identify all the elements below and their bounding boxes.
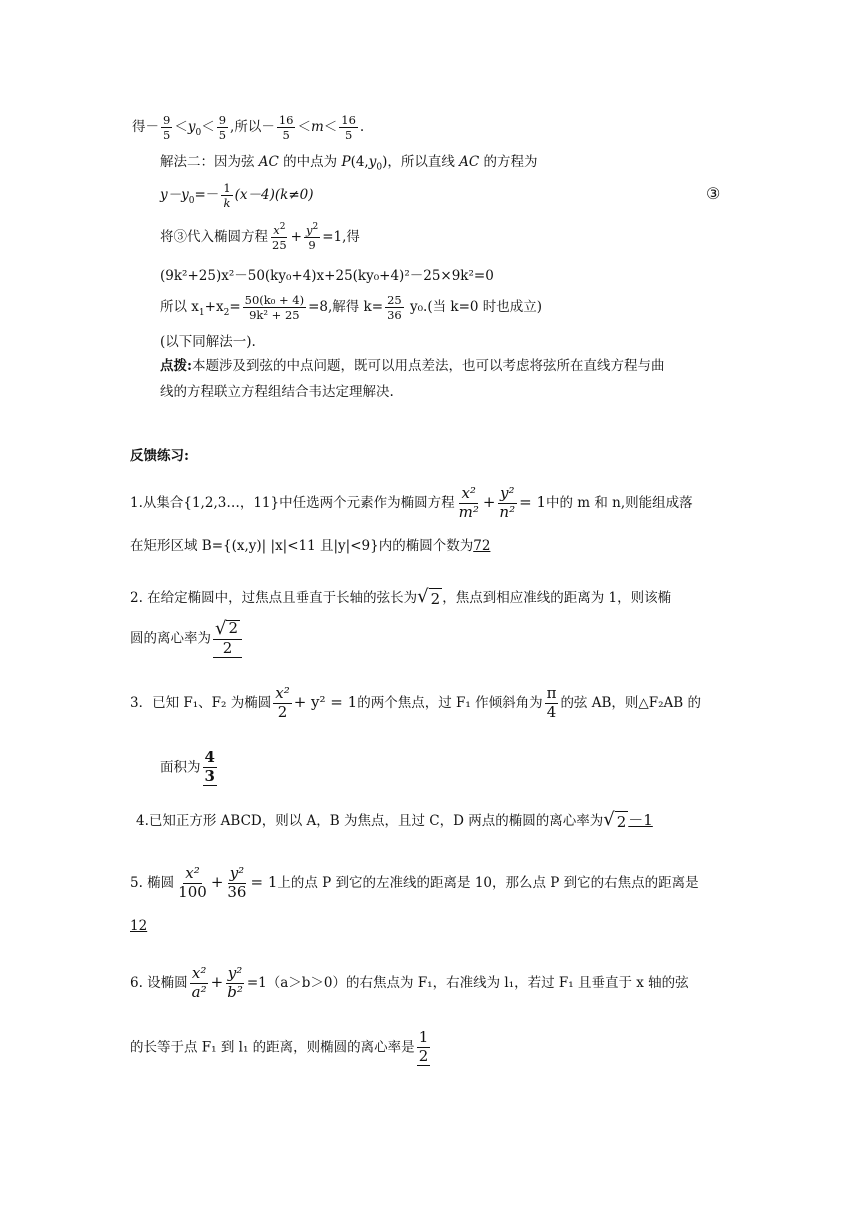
problem-5-line-2 (130, 916, 195, 936)
var: P (341, 154, 351, 170)
text: +x (204, 299, 224, 316)
den: 25 (272, 238, 287, 253)
solution-line-6 (160, 294, 542, 321)
num: 50(k₀ + 4) (244, 293, 305, 307)
text: =－ (194, 187, 220, 204)
text: 得－ (132, 119, 159, 136)
problem-3-line-2 (160, 750, 219, 786)
num: x² (461, 484, 476, 502)
text: ＜ (201, 119, 215, 136)
num: 16 (278, 113, 294, 127)
text: 圆的离心率为 (130, 630, 211, 647)
sub: 0 (376, 162, 383, 173)
radicand: 2 (430, 590, 441, 608)
text: )，所以直线 (382, 154, 460, 170)
problem-6-line-2 (130, 1030, 432, 1066)
den: 5 (282, 128, 290, 143)
fraction-sum (243, 294, 306, 321)
den: 2 (277, 702, 288, 721)
text: + y² = 1 (293, 692, 358, 711)
answer: √ 2 －1 (603, 809, 653, 831)
text: 6. 设椭圆 (130, 974, 188, 991)
den: 2 (222, 639, 233, 657)
text: 5. 椭圆 (130, 874, 175, 891)
den: 100 (178, 882, 207, 901)
den: 2 (418, 1046, 429, 1065)
text: 的两个焦点，过 F₁ 作倾斜角为 (357, 694, 543, 711)
solution-line-5: (9k²+25)x²－50(ky₀+4)x+25(ky₀+4)²－25×9k²=0 (160, 268, 494, 284)
problem-6-line-1 (130, 966, 689, 1001)
fraction-25-36 (385, 294, 404, 321)
problem-1-line-1 (130, 486, 693, 521)
text: －1 (628, 811, 653, 829)
var: y (368, 154, 377, 170)
den: a² (191, 982, 207, 1001)
answer: 12 (130, 918, 148, 934)
solution-line-2 (160, 152, 538, 172)
text: + (290, 229, 302, 246)
equation-marker: ③ (706, 184, 721, 203)
sub: 0 (188, 195, 195, 206)
den: 5 (344, 128, 353, 143)
solution-line-7: (以下同解法一). (160, 334, 256, 350)
num: π (546, 684, 557, 702)
sub: 1 (198, 307, 205, 318)
text: 的长等于点 F₁ 到 l₁ 的距离，则椭圆的离心率是 (130, 1039, 415, 1056)
answer-fraction: √ 2 2 (213, 620, 242, 658)
fraction-y2-b2 (225, 966, 245, 1001)
num: 1 (418, 1028, 429, 1046)
fraction-9-5 (217, 114, 228, 141)
problem-2-line-1 (130, 588, 671, 609)
text: ,所以－ (230, 119, 275, 136)
answer: 72 (473, 538, 491, 554)
fraction-16-5 (277, 114, 296, 141)
var: y (305, 223, 313, 237)
text: (4, (350, 154, 369, 170)
num: y² (229, 864, 245, 882)
problem-1-line-2 (130, 536, 490, 556)
text: 的中点为 (278, 154, 342, 170)
text: 的方程为 (479, 154, 538, 170)
text: 的弦 AB，则△F₂AB 的 (560, 694, 702, 711)
radicand: 2 (616, 813, 627, 831)
num: y² (500, 484, 515, 502)
text: = 1 (250, 872, 278, 891)
den: k (223, 196, 231, 211)
den: 9 (308, 238, 316, 253)
fraction-pi-4 (545, 686, 559, 721)
text: (x－4)(k≠0) (234, 187, 314, 204)
fraction-y2-36 (225, 866, 248, 901)
fraction-x2-a2 (190, 966, 209, 1001)
plus: + (482, 492, 496, 511)
num: x² (191, 964, 207, 982)
text: = (229, 299, 241, 316)
problem-5-line-1 (130, 866, 699, 901)
num: y² (227, 964, 243, 982)
den: 3 (204, 766, 215, 785)
fraction-9-5 (161, 114, 172, 141)
plus: + (210, 972, 224, 991)
num: 16 (341, 113, 356, 127)
num: 9 (218, 113, 227, 127)
var: AC (459, 154, 480, 170)
text: 本题涉及到弦的中点问题，既可以用点差法，也可以考虑将弦所在直线方程与曲 (191, 358, 665, 374)
den: 9k² + 25 (249, 308, 300, 323)
num: 9 (163, 113, 171, 127)
var-y: y (187, 119, 196, 136)
fraction-y2-n2 (497, 486, 517, 521)
var: AC (258, 154, 279, 170)
text: =1（a＞b＞0）的右焦点为 F₁，右准线为 l₁，若过 F₁ 且垂直于 x 轴的弦 (246, 974, 689, 991)
solution-line-8 (160, 356, 664, 376)
den: n² (499, 502, 516, 521)
answer-fraction (203, 750, 217, 786)
plus: + (210, 872, 224, 891)
text: =1,得 (322, 229, 360, 246)
fraction-x2-100 (176, 866, 209, 901)
solution-line-3 (160, 182, 314, 209)
num: x² (185, 864, 200, 882)
text: 在矩形区域 B={(x,y)| |x|<11 且|y|<9}内的椭圆个数为 (130, 538, 474, 554)
text: ＜ (174, 119, 188, 136)
fraction-y2-9: $\frac{y^2}{9}$ (305, 222, 319, 253)
var: x (273, 223, 280, 237)
text: 所以 x (160, 299, 199, 316)
solution-line-4 (160, 224, 360, 251)
fraction-x2-25: $\frac{x^2}{25}$ (272, 222, 287, 253)
den: 36 (387, 308, 402, 323)
sqrt-2: √ 2 (417, 586, 441, 608)
radicand: 2 (228, 619, 239, 637)
text: 4.已知正方形 ABCD，则以 A，B 为焦点，且过 C，D 两点的椭圆的离心率为 (136, 813, 604, 829)
text: 上的点 P 到它的左准线的距离是 10，那么点 P 到它的右焦点的距离是 (277, 874, 699, 891)
answer-fraction (417, 1030, 431, 1066)
den: 4 (546, 702, 557, 721)
num: 1 (223, 181, 231, 195)
num: x² (275, 684, 290, 702)
den: m² (458, 502, 479, 521)
den: b² (227, 982, 243, 1001)
text: =8,解得 k= (308, 299, 384, 316)
sub: 0 (195, 127, 202, 138)
problem-3-line-1 (130, 686, 701, 721)
text: = 1 (519, 492, 546, 511)
text: ＜ (297, 119, 311, 136)
den: 36 (227, 882, 247, 901)
fraction-16-5 (339, 114, 358, 141)
text: ，焦点到相应准线的距离为 1，则该椭 (442, 590, 672, 606)
den: 5 (218, 128, 227, 143)
tip-label: 点拨: (160, 358, 192, 374)
text: 解法二：因为弦 (160, 154, 259, 170)
text: y－y (160, 187, 189, 204)
feedback-title: 反馈练习: (130, 448, 189, 464)
text: 2. 在给定椭圆中，过焦点且垂直于长轴的弦长为 (130, 590, 418, 606)
text: 面积为 (160, 759, 201, 776)
den: 5 (163, 128, 171, 143)
solution-line-1 (132, 114, 364, 141)
num: 25 (387, 293, 402, 307)
fraction-1-k (221, 182, 232, 209)
text: . (359, 119, 365, 136)
solution-line-9: 线的方程联立方程组结合韦达定理解决. (160, 384, 394, 400)
problem-2-line-2 (130, 620, 244, 658)
sub: 2 (223, 307, 230, 318)
text: y₀.(当 k=0 时也成立) (405, 299, 543, 316)
fraction-x2-2 (273, 686, 291, 721)
text: 中的 m 和 n,则能组成落 (546, 494, 693, 511)
text: 1.从集合{1,2,3…，11}中任选两个元素作为椭圆方程 (130, 494, 455, 511)
text: ＜ (323, 119, 338, 136)
num: 4 (204, 748, 215, 766)
fraction-x2-m2 (457, 486, 481, 521)
text: 3．已知 F₁、F₂ 为椭圆 (130, 694, 272, 711)
text: 将③代入椭圆方程 (160, 229, 268, 246)
var-m: m (310, 119, 324, 136)
problem-4-line (136, 810, 653, 832)
